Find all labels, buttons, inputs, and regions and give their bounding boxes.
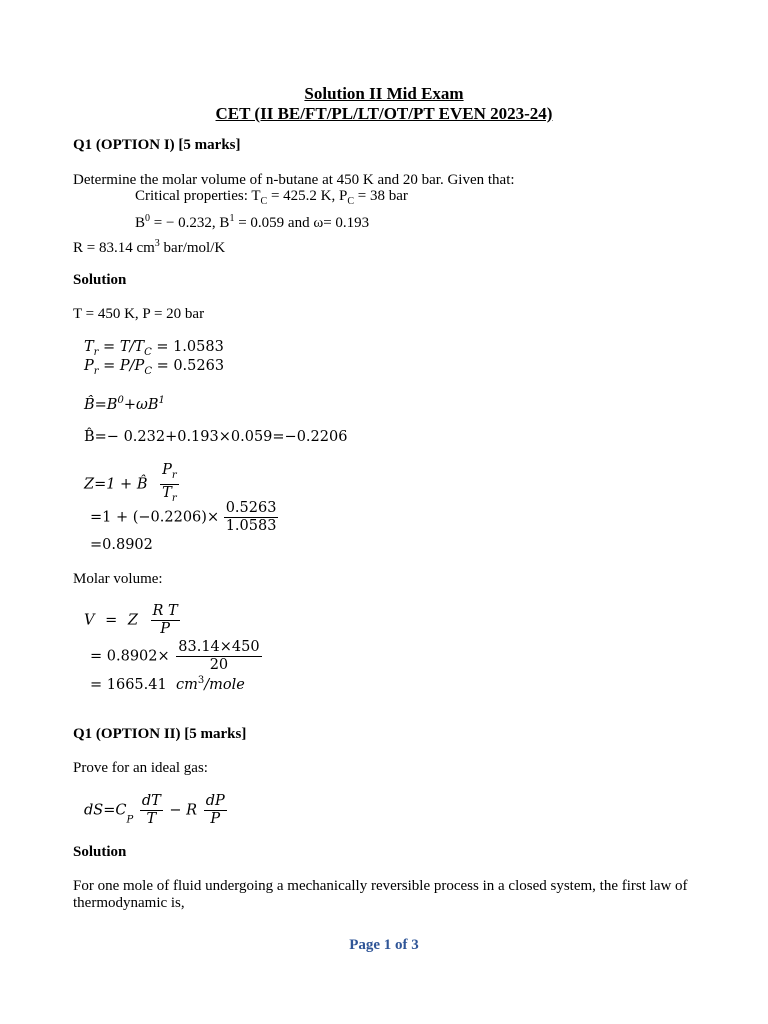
q1-option2-heading: Q1 (OPTION II) [5 marks] bbox=[73, 726, 247, 742]
document-title: Solution II Mid Exam bbox=[304, 84, 464, 103]
reduced-pressure-eq: $P_r = P/P_C = 0.5263$ bbox=[84, 358, 225, 377]
compressibility-eq: Z=1 + B̂ $\frac{P_r}{T_r}$ bbox=[84, 462, 177, 504]
compressibility-result: =0.8902 bbox=[90, 537, 153, 553]
q1-statement: Determine the molar volume of n-butane at 450 K and 20 bar. Given that: bbox=[73, 172, 515, 188]
solution-heading-1: Solution bbox=[73, 272, 127, 288]
molar-volume-label: Molar volume: bbox=[73, 571, 163, 587]
volume-step2: = 0.8902× $\frac{83.14\times 450}{20}$ bbox=[90, 639, 260, 673]
compressibility-step2: =1 + (−0.2206)× $\frac{0.5263}{1.0583}$ bbox=[90, 500, 277, 534]
solution-heading-2: Solution bbox=[73, 844, 127, 860]
q1-option2-statement: Prove for an ideal gas: bbox=[73, 760, 208, 776]
volume-result: = 1665.41 $cm^3$/mole bbox=[90, 675, 245, 693]
entropy-eq: $dS=C_P$ $\frac{dT}{T}$ − R $\frac{dP}{P}$ bbox=[84, 793, 225, 827]
gas-constant: R = 83.14 $cm^3$ bar/mol/K bbox=[73, 238, 226, 256]
q1-option1-heading: Q1 (OPTION I) [5 marks] bbox=[73, 137, 241, 153]
document-subtitle: CET (II BE/FT/PL/LT/OT/PT EVEN 2023-24) bbox=[215, 104, 553, 123]
virial-coefficients: $B^0$ = − 0.232, $B^1 = 0.059$ and ω= 0.193 bbox=[135, 213, 370, 231]
volume-eq: V = Z $\frac{\text{R T}}{P}$ bbox=[84, 603, 178, 637]
given-conditions: T = 450 K, P = 20 bar bbox=[73, 306, 205, 322]
bhat-calculation: B̂=− 0.232+0.193×0.059=−0.2206 bbox=[84, 429, 348, 445]
first-law-paragraph: For one mole of fluid undergoing a mechanically reversible process in a closed system, the first law of thermodynamic is, bbox=[73, 878, 688, 911]
reduced-temperature-eq: $T_r = T/T_C = 1.0583$ bbox=[84, 339, 224, 358]
critical-properties: Critical properties: $T_C = 425.2$ K, $P_C = 38$ bar bbox=[135, 188, 408, 207]
bhat-definition: $B̂=B^0+\omega B^1$ bbox=[84, 395, 165, 413]
page-number: Page 1 of 3 bbox=[349, 937, 419, 953]
